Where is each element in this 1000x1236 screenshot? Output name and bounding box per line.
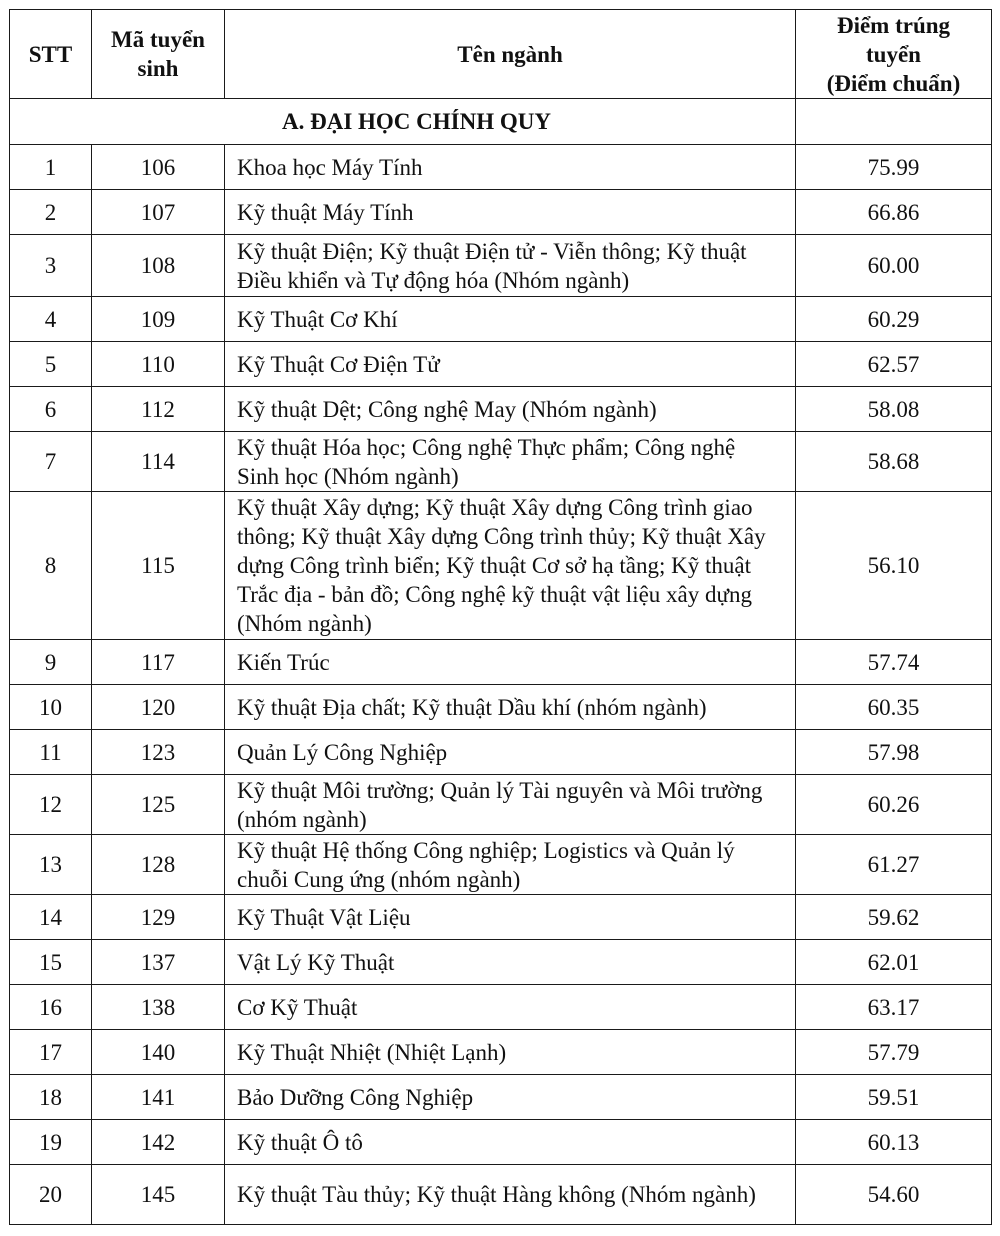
table-body — [10, 99, 992, 1225]
row-score-cell: 59.62 — [796, 895, 992, 940]
header-name-label: Tên ngành — [457, 41, 563, 67]
table-row — [10, 1075, 992, 1120]
row-stt-cell: 18 — [10, 1075, 92, 1120]
table-row — [10, 835, 992, 895]
row-score-cell: 56.10 — [796, 492, 992, 640]
row-stt-cell: 11 — [10, 730, 92, 775]
row-stt-cell: 14 — [10, 895, 92, 940]
row-code-cell: 128 — [92, 835, 225, 895]
row-name-cell: Kỹ thuật Máy Tính — [225, 190, 796, 235]
row-score-cell: 57.79 — [796, 1030, 992, 1075]
row-name-cell: Vật Lý Kỹ Thuật — [225, 940, 796, 985]
row-score-cell: 57.74 — [796, 640, 992, 685]
table-row — [10, 387, 992, 432]
row-score-cell: 62.01 — [796, 940, 992, 985]
row-name-cell: Kỹ Thuật Vật Liệu — [225, 895, 796, 940]
row-name-cell: Kỹ thuật Điện; Kỹ thuật Điện tử - Viễn thông; Kỹ thuật Điều khiển và Tự động hóa (Nhóm ngành) — [225, 235, 796, 297]
table-row — [10, 940, 992, 985]
row-stt-cell: 4 — [10, 297, 92, 342]
table-row — [10, 297, 992, 342]
table-row — [10, 1120, 992, 1165]
table-row — [10, 235, 992, 297]
row-name-cell: Kỹ thuật Môi trường; Quản lý Tài nguyên và Môi trường (nhóm ngành) — [225, 775, 796, 835]
row-name-cell: Cơ Kỹ Thuật — [225, 985, 796, 1030]
header-score-line3: (Điểm chuẩn) — [826, 70, 961, 96]
row-name-cell: Kỹ thuật Địa chất; Kỹ thuật Dầu khí (nhóm ngành) — [225, 685, 796, 730]
row-code-cell: 140 — [92, 1030, 225, 1075]
table-row — [10, 775, 992, 835]
row-score-cell: 62.57 — [796, 342, 992, 387]
row-name-cell: Quản Lý Công Nghiệp — [225, 730, 796, 775]
row-name-cell: Kỹ thuật Tàu thủy; Kỹ thuật Hàng không (Nhóm ngành) — [225, 1165, 796, 1225]
row-name-cell: Kỹ thuật Hệ thống Công nghiệp; Logistics và Quản lý chuỗi Cung ứng (nhóm ngành) — [225, 835, 796, 895]
row-score-cell: 60.35 — [796, 685, 992, 730]
row-stt-cell: 17 — [10, 1030, 92, 1075]
row-name-cell: Kỹ thuật Ô tô — [225, 1120, 796, 1165]
section-row — [10, 99, 992, 145]
row-stt-cell: 12 — [10, 775, 92, 835]
section-empty-cell — [796, 99, 992, 145]
row-code-cell: 106 — [92, 145, 225, 190]
row-stt-cell: 9 — [10, 640, 92, 685]
header-row — [10, 10, 992, 99]
row-name-cell: Kỹ thuật Xây dựng; Kỹ thuật Xây dựng Công trình giao thông; Kỹ thuật Xây dựng Công trình thủy; Kỹ thuật Xây dựng Công trình biển; Kỹ thuật Cơ sở hạ tầng; Kỹ thuật Trắc địa - bản đồ; Công nghệ kỹ thuật vật liệu xây dựng (Nhóm ngành) — [225, 492, 796, 640]
row-code-cell: 112 — [92, 387, 225, 432]
table-row — [10, 895, 992, 940]
section-title: A. ĐẠI HỌC CHÍNH QUY — [10, 99, 796, 145]
row-stt-cell: 2 — [10, 190, 92, 235]
table-row — [10, 492, 992, 640]
row-name-cell: Kiến Trúc — [225, 640, 796, 685]
header-code — [92, 10, 225, 99]
row-stt-cell: 1 — [10, 145, 92, 190]
row-score-cell: 60.00 — [796, 235, 992, 297]
header-name — [225, 10, 796, 99]
table-row — [10, 1165, 992, 1225]
row-score-cell: 54.60 — [796, 1165, 992, 1225]
table-row — [10, 685, 992, 730]
row-score-cell: 60.29 — [796, 297, 992, 342]
header-code-line1: Mã tuyển — [111, 27, 205, 52]
row-stt-cell: 15 — [10, 940, 92, 985]
row-score-cell: 63.17 — [796, 985, 992, 1030]
row-code-cell: 142 — [92, 1120, 225, 1165]
row-score-cell: 59.51 — [796, 1075, 992, 1120]
row-name-cell: Kỹ thuật Hóa học; Công nghệ Thực phẩm; Công nghệ Sinh học (Nhóm ngành) — [225, 432, 796, 492]
row-code-cell: 125 — [92, 775, 225, 835]
row-code-cell: 141 — [92, 1075, 225, 1120]
row-name-cell: Bảo Dưỡng Công Nghiệp — [225, 1075, 796, 1120]
header-stt-label: STT — [28, 41, 73, 67]
row-name-cell: Khoa học Máy Tính — [225, 145, 796, 190]
row-name-cell: Kỹ Thuật Nhiệt (Nhiệt Lạnh) — [225, 1030, 796, 1075]
table-row — [10, 640, 992, 685]
row-code-cell: 108 — [92, 235, 225, 297]
row-score-cell: 58.08 — [796, 387, 992, 432]
row-stt-cell: 19 — [10, 1120, 92, 1165]
row-score-cell: 57.98 — [796, 730, 992, 775]
header-score-line1: Điểm trúng — [836, 12, 951, 38]
row-name-cell: Kỹ Thuật Cơ Điện Tử — [225, 342, 796, 387]
header-code-line2: sinh — [137, 56, 179, 81]
row-code-cell: 123 — [92, 730, 225, 775]
table-row — [10, 342, 992, 387]
row-stt-cell: 6 — [10, 387, 92, 432]
row-score-cell: 60.13 — [796, 1120, 992, 1165]
row-stt-cell: 3 — [10, 235, 92, 297]
table-row — [10, 145, 992, 190]
row-score-cell: 58.68 — [796, 432, 992, 492]
row-score-cell: 75.99 — [796, 145, 992, 190]
row-stt-cell: 5 — [10, 342, 92, 387]
row-code-cell: 117 — [92, 640, 225, 685]
row-stt-cell: 8 — [10, 492, 92, 640]
row-score-cell: 61.27 — [796, 835, 992, 895]
admission-score-table — [9, 9, 992, 1225]
row-code-cell: 107 — [92, 190, 225, 235]
row-name-cell: Kỹ thuật Dệt; Công nghệ May (Nhóm ngành) — [225, 387, 796, 432]
header-stt — [10, 10, 92, 99]
row-code-cell: 115 — [92, 492, 225, 640]
row-code-cell: 145 — [92, 1165, 225, 1225]
header-score-line2: tuyển — [866, 41, 921, 67]
row-code-cell: 129 — [92, 895, 225, 940]
row-code-cell: 109 — [92, 297, 225, 342]
row-code-cell: 114 — [92, 432, 225, 492]
row-code-cell: 120 — [92, 685, 225, 730]
row-stt-cell: 13 — [10, 835, 92, 895]
row-stt-cell: 10 — [10, 685, 92, 730]
row-score-cell: 60.26 — [796, 775, 992, 835]
row-stt-cell: 20 — [10, 1165, 92, 1225]
table-row — [10, 432, 992, 492]
row-code-cell: 138 — [92, 985, 225, 1030]
header-score — [796, 10, 992, 99]
table-row — [10, 730, 992, 775]
row-score-cell: 66.86 — [796, 190, 992, 235]
table-row — [10, 1030, 992, 1075]
row-stt-cell: 7 — [10, 432, 92, 492]
table-row — [10, 190, 992, 235]
row-stt-cell: 16 — [10, 985, 92, 1030]
row-code-cell: 137 — [92, 940, 225, 985]
row-code-cell: 110 — [92, 342, 225, 387]
table-header — [10, 10, 992, 99]
row-name-cell: Kỹ Thuật Cơ Khí — [225, 297, 796, 342]
table-row — [10, 985, 992, 1030]
